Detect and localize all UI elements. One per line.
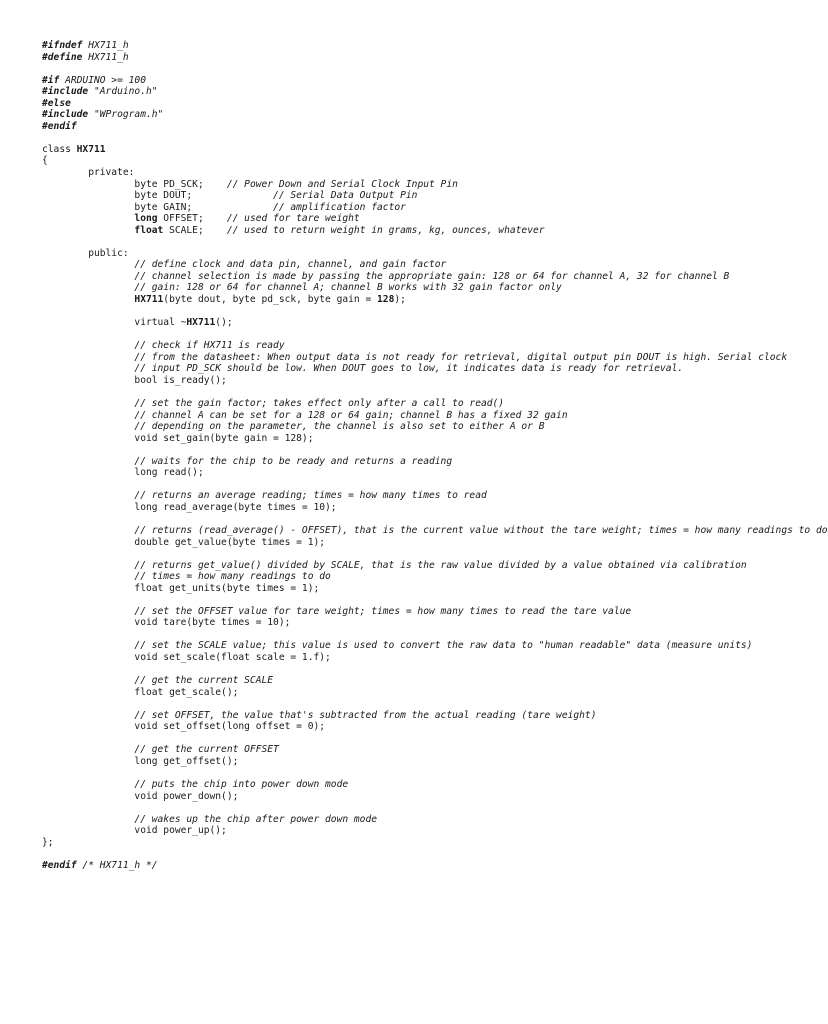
code-line: [42, 756, 733, 768]
code-line: [42, 559, 747, 572]
code-line: [42, 744, 733, 756]
code-line: [42, 109, 733, 121]
code-token: #ifndef: [42, 40, 83, 51]
code-token: public:: [42, 247, 129, 259]
code-line: [42, 410, 733, 422]
blank-line: [42, 548, 733, 560]
code-token: // waits for the chip to be ready and returns a reading: [42, 455, 453, 467]
code-token: );: [394, 294, 406, 306]
blank-line: [42, 479, 733, 491]
code-token: OFFSET;: [157, 213, 227, 225]
code-token: void power_down();: [42, 790, 239, 802]
code-line: [42, 179, 733, 191]
code-token: void tare(byte times = 10);: [42, 617, 291, 629]
code-line: [42, 467, 733, 479]
code-line: [42, 825, 733, 837]
code-line: [42, 537, 733, 549]
code-token: // times = how many readings to do: [42, 571, 331, 583]
blank-line: [42, 444, 733, 456]
blank-line: [42, 767, 733, 779]
code-line: [42, 144, 733, 156]
blank-line: [42, 63, 733, 75]
code-line: [42, 583, 733, 595]
code-token: #endif: [42, 859, 77, 871]
code-token: // set the OFFSET value for tare weight; times = how many times to read the tare value: [42, 605, 632, 617]
blank-line: [42, 386, 733, 398]
code-line: [42, 282, 733, 294]
code-line: [42, 248, 733, 260]
code-token: float get_units(byte times = 1);: [42, 582, 320, 594]
code-line: [42, 155, 733, 167]
code-line: [42, 606, 733, 618]
code-line: [42, 779, 733, 791]
code-line: [42, 502, 733, 514]
code-token: void set_gain(byte gain = 128);: [42, 432, 314, 444]
code-token: byte DOUT;: [42, 190, 274, 202]
code-token: double get_value(byte times = 1);: [42, 536, 326, 548]
code-line: [42, 40, 733, 52]
blank-line: [42, 594, 733, 606]
code-token: #define: [42, 51, 83, 63]
code-token: // define clock and data pin, channel, and gain factor: [42, 259, 447, 271]
code-token: byte GAIN;: [42, 201, 274, 213]
code-token: "Arduino.h": [88, 86, 158, 98]
code-line: [42, 294, 733, 306]
code-token: float: [42, 224, 164, 236]
code-line: [42, 490, 733, 502]
code-token: HX711_h: [82, 40, 129, 51]
code-token: long read_average(byte times = 10);: [42, 501, 337, 513]
code-line: [42, 317, 733, 329]
code-token: // used to return weight in grams, kg, ounces, whatever: [226, 224, 545, 236]
code-token: HX711: [42, 294, 164, 306]
code-token: #include: [42, 109, 89, 121]
code-token: // returns get_value() divided by SCALE, that is the raw value divided by a value obtained via calibration: [42, 559, 747, 571]
blank-line: [42, 848, 733, 860]
code-token: "WProgram.h": [88, 109, 164, 121]
code-token: // channel A can be set for a 128 or 64 gain; channel B has a fixed 32 gain: [42, 409, 568, 421]
code-token: // wakes up the chip after power down mode: [42, 813, 378, 825]
code-token: (byte dout, byte pd_sck, byte gain =: [163, 294, 378, 306]
code-line: [42, 710, 733, 722]
code-line: [42, 837, 733, 849]
code-line: [42, 675, 733, 687]
code-token: // get the current SCALE: [42, 675, 274, 687]
code-line: [42, 617, 733, 629]
code-token: long read();: [42, 467, 204, 479]
code-token: // gain: 128 or 64 for channel A; channel B works with 32 gain factor only: [42, 282, 562, 294]
code-token: // from the datasheet: When output data is not ready for retrieval, digital output pin DOUT is high. Serial clock: [42, 351, 788, 363]
blank-line: [42, 733, 733, 745]
code-token: // get the current OFFSET: [42, 744, 279, 756]
code-token: void set_scale(float scale = 1.f);: [42, 651, 331, 663]
code-token: ARDUINO >= 100: [59, 74, 146, 86]
code-line: [42, 75, 733, 87]
code-line: [42, 456, 733, 468]
code-token: void power_up();: [42, 825, 227, 837]
blank-line: [42, 802, 733, 814]
code-token: // returns (read_average() - OFFSET), that is the current value without the tare weight; times = how many readings to do: [42, 524, 828, 536]
code-token: // depending on the parameter, the channel is also set to either A or B: [42, 421, 545, 433]
code-token: /* HX711_h */: [76, 859, 158, 871]
code-token: float get_scale();: [42, 686, 239, 698]
code-line: [42, 351, 788, 364]
code-token: // returns an average reading; times = how many times to read: [42, 490, 487, 502]
code-line: [42, 86, 733, 98]
code-line: [42, 640, 753, 652]
code-token: long get_offset();: [42, 755, 239, 767]
code-token: // Power Down and Serial Clock Input Pin: [226, 178, 458, 190]
code-token: HX711: [76, 143, 106, 155]
code-line: [42, 121, 733, 133]
code-token: // puts the chip into power down mode: [42, 779, 349, 790]
code-token: HX711: [186, 317, 216, 329]
code-line: [42, 363, 733, 375]
code-token: // channel selection is made by passing the appropriate gain: 128 or 64 for channel A, 32 for channel B: [42, 270, 730, 282]
code-line: [42, 524, 828, 537]
code-line: [42, 652, 733, 664]
code-line: [42, 190, 733, 202]
blank-line: [42, 629, 733, 641]
blank-line: [42, 513, 733, 525]
code-token: 128: [377, 294, 395, 306]
code-line: [42, 791, 733, 803]
blank-line: [42, 236, 733, 248]
code-line: [42, 571, 733, 583]
code-token: byte PD_SCK;: [42, 178, 227, 190]
code-token: bool is_ready();: [42, 374, 227, 386]
code-line: [42, 98, 733, 110]
code-token: class: [42, 143, 77, 155]
code-token: };: [42, 836, 54, 848]
code-line: [42, 225, 733, 237]
code-token: // set the SCALE value; this value is used to convert the raw data to "human readable" data (measure units): [42, 640, 753, 652]
code-token: #include: [42, 86, 89, 98]
code-line: [42, 721, 733, 733]
code-token: #endif: [42, 120, 77, 132]
code-line: [42, 167, 733, 179]
code-token: // set the gain factor; takes effect only after a call to read(): [42, 397, 505, 409]
blank-line: [42, 329, 733, 341]
code-token: virtual ~: [42, 317, 187, 329]
code-token: long: [42, 213, 158, 225]
code-token: #else: [42, 97, 71, 109]
code-line: [42, 340, 733, 352]
code-line: [42, 860, 733, 872]
code-token: // amplification factor: [273, 201, 406, 213]
code-line: [42, 814, 733, 826]
code-token: #if: [42, 74, 60, 86]
code-token: HX711_h: [82, 51, 129, 63]
code-token: void set_offset(long offset = 0);: [42, 721, 326, 733]
blank-line: [42, 132, 733, 144]
code-line: [42, 687, 733, 699]
code-token: {: [42, 155, 48, 167]
code-line: [42, 421, 733, 433]
code-line: [42, 259, 733, 271]
code-listing: [42, 40, 828, 871]
code-token: private:: [42, 167, 135, 179]
code-token: // check if HX711 is ready: [42, 340, 285, 352]
code-line: [42, 52, 733, 64]
code-token: // used for tare weight: [226, 213, 360, 225]
code-line: [42, 202, 733, 214]
code-line: [42, 375, 733, 387]
code-line: [42, 213, 733, 225]
code-line: [42, 398, 733, 410]
code-line: [42, 433, 733, 445]
code-token: // set OFFSET, the value that's subtracted from the actual reading (tare weight): [42, 709, 597, 721]
code-line: [42, 271, 733, 283]
blank-line: [42, 306, 733, 318]
code-token: // input PD_SCK should be low. When DOUT goes to low, it indicates data is ready for retrieval.: [42, 363, 684, 375]
blank-line: [42, 664, 733, 676]
code-token: SCALE;: [163, 224, 227, 236]
blank-line: [42, 698, 733, 710]
code-token: ();: [215, 317, 233, 329]
code-token: // Serial Data Output Pin: [273, 190, 418, 202]
